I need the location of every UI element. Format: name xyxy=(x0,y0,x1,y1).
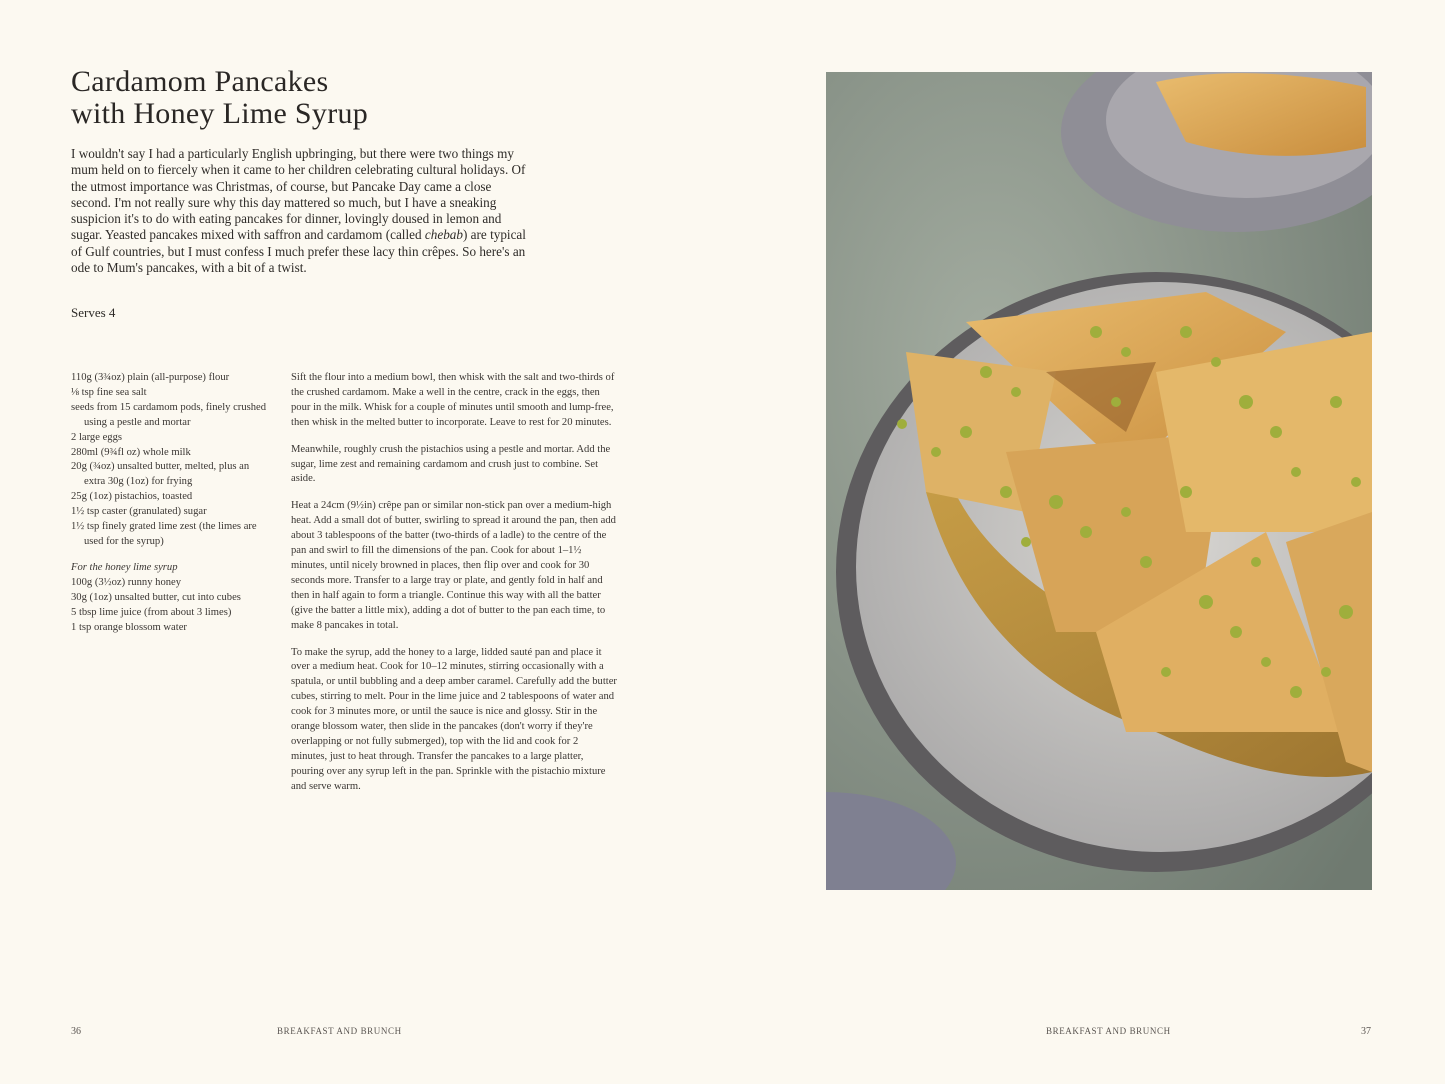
syrup-subheading: For the honey lime syrup xyxy=(71,561,178,573)
left-section-title: BREAKFAST AND BRUNCH xyxy=(277,1026,402,1036)
syrup-ingredient-item: 100g (3½oz) runny honey xyxy=(71,576,182,588)
ingredient-item: 280ml (9¾fl oz) whole milk xyxy=(71,446,191,458)
right-section-title: BREAKFAST AND BRUNCH xyxy=(1046,1026,1171,1036)
recipe-title-line-1: Cardamom Pancakes xyxy=(71,65,329,98)
intro-text-end: ) are typical of Gulf countries, but I must confess I much prefer these lacy thin crêpes. So here's an ode to Mum's pancakes, with a bit of a twist. xyxy=(71,227,526,276)
method-section xyxy=(291,371,617,807)
recipe-intro xyxy=(71,146,526,276)
ingredients-list xyxy=(71,371,271,635)
method-step: Meanwhile, roughly crush the pistachios using a pestle and mortar. Add the sugar, lime zest and remaining cardamom and crush just to combine. Set aside. xyxy=(291,443,611,485)
recipe-title-line-2: with Honey Lime Syrup xyxy=(71,97,369,130)
recipe-title xyxy=(71,66,551,130)
ingredient-item: 20g (¾oz) unsalted butter, melted, plus an extra 30g (1oz) for frying xyxy=(71,461,250,488)
intro-text-start: I wouldn't say I had a particularly English upbringing, but there were two things my mum held on to fiercely when it came to her children celebrating cultural holidays. Of the utmost importance was Christmas, of course, but Pancake Day came a close second. I'm not really sure why this day mattered so much, but I have a sneaking suspicion it's to do with eating pancakes for dinner, lovingly doused in lemon and sugar. Yeasted pancakes mixed with saffron and cardamom (called xyxy=(71,146,526,243)
method-step: Heat a 24cm (9½in) crêpe pan or similar non-stick pan over a medium-high heat. Add a small dot of butter, swirling to spread it around the pan, then add about 3 tablespoons of the batter (two-thirds of a ladle) to the centre of the pan and swirl to fill the dimensions of the pan. Cook for about 1–1½ minutes, until nicely browned in places, then flip over and cook for 30 seconds more. Transfer to a large tray or plate, and gently fold in half and then in half again to form a triangle. Continue this way with all the batter (give the batter a little mix), adding a dot of butter to the pan each time, to make 8 pancakes in total. xyxy=(291,500,616,631)
syrup-ingredient-item: 30g (1oz) unsalted butter, cut into cubes xyxy=(71,591,241,603)
intro-italic-term: chebab xyxy=(424,227,463,243)
method-step: Sift the flour into a medium bowl, then whisk with the salt and two-thirds of the crushed cardamom. Make a well in the centre, crack in the eggs, then pour in the milk. Whisk for a couple of minutes until smooth and lump-free, then whisk in the melted butter to incorporate. Leave to rest for 20 minutes. xyxy=(291,372,615,428)
pancake-photo-illustration xyxy=(826,72,1372,890)
ingredient-item: 2 large eggs xyxy=(71,431,122,443)
ingredient-item: seeds from 15 cardamom pods, finely crushed using a pestle and mortar xyxy=(71,401,267,428)
serves-line: Serves 4 xyxy=(71,305,116,320)
ingredient-item: ⅛ tsp fine sea salt xyxy=(71,386,147,398)
right-page-number: 37 xyxy=(1361,1026,1371,1037)
left-page-number: 36 xyxy=(71,1026,81,1037)
syrup-ingredient-item: 5 tbsp lime juice (from about 3 limes) xyxy=(71,606,232,618)
ingredient-item: 1½ tsp finely grated lime zest (the limes are used for the syrup) xyxy=(71,521,257,547)
pancake-photo xyxy=(826,72,1372,890)
syrup-ingredient-item: 1 tsp orange blossom water xyxy=(71,621,187,633)
ingredient-item: 110g (3¾oz) plain (all-purpose) flour xyxy=(71,372,230,383)
method-step: To make the syrup, add the honey to a large, lidded sauté pan and place it over a medium heat. Cook for 10–12 minutes, stirring occasionally with a spatula, or until bubbling and a deep amber caramel. Carefully add the butter cubes, stirring to melt. Pour in the lime juice and 2 tablespoons of water and cook for 3 minutes more, or until the sauce is nice and glossy. Stir in the orange blossom water, then slide in the pancakes (don't worry if they're overlapping or not fully submerged), top with the lid and cook for 2 minutes, just to heat through. Transfer the pancakes to a large platter, pouring over any syrup left in the pan. Sprinkle with the pistachio mixture and serve warm. xyxy=(291,646,617,792)
ingredient-item: 1½ tsp caster (granulated) sugar xyxy=(71,506,207,518)
ingredient-item: 25g (1oz) pistachios, toasted xyxy=(71,491,193,503)
